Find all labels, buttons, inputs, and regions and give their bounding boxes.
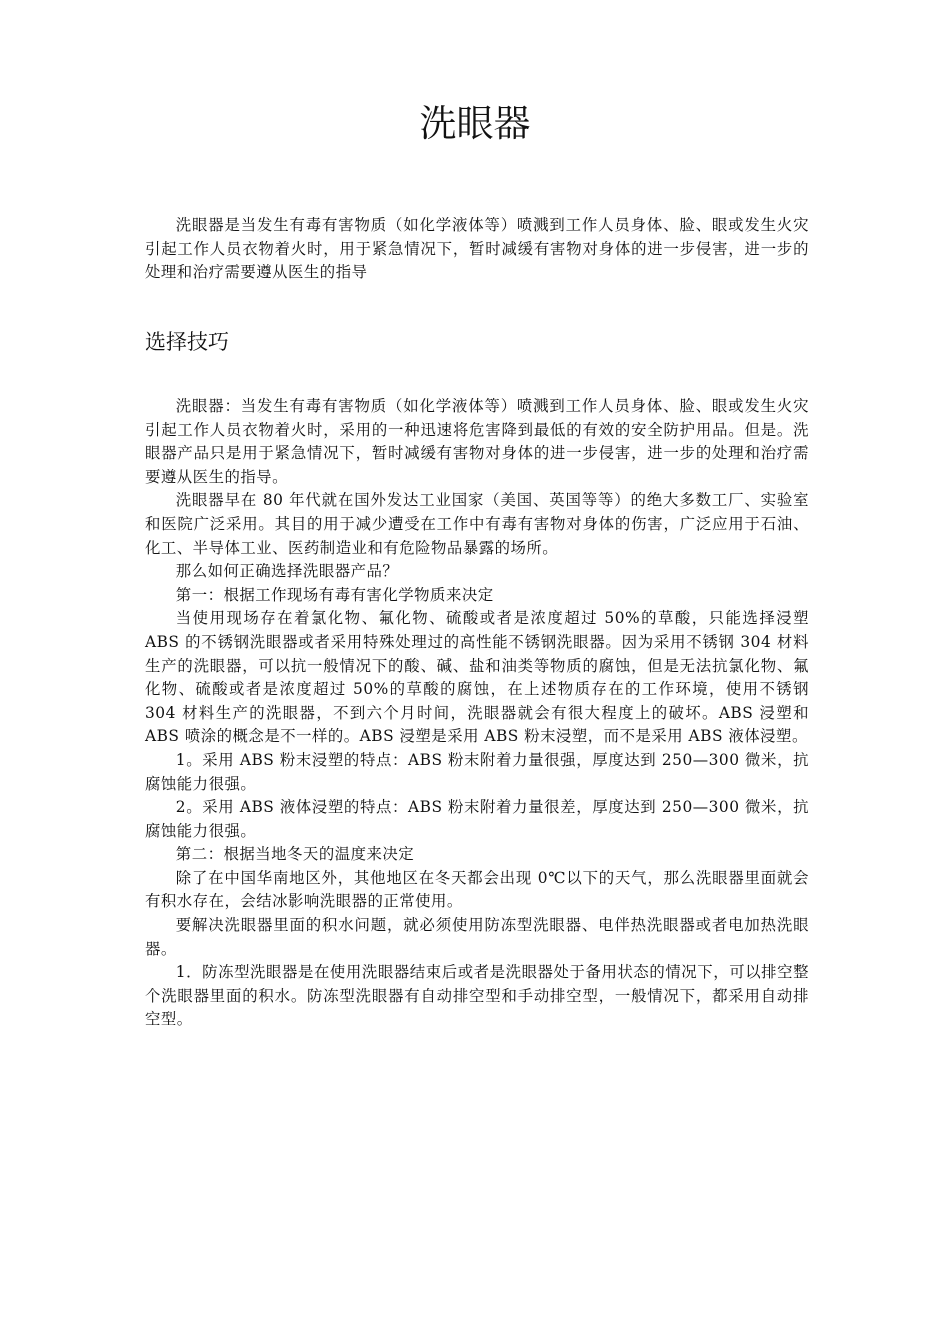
body-section: [145, 395, 809, 1032]
body-paragraph-history: 洗眼器早在 80 年代就在国外发达工业国家（美国、英国等等）的绝大多数工厂、实验室和医院广泛采用。其目的用于减少遭受在工作中有毒有害物对身体的伤害，广泛应用于石油、化工、半导体工业、医药制造业和有危险物品暴露的场所。: [145, 491, 809, 557]
body-paragraph-question: 那么如何正确选择洗眼器产品？: [175, 562, 399, 581]
intro-section: [145, 214, 809, 285]
body-paragraph-solution: 要解决洗眼器里面的积水问题，就必须使用防冻型洗眼器、电伴热洗眼器或者电加热洗眼器。: [145, 916, 809, 958]
body-paragraph-first-criterion: 第一：根据工作现场有毒有害化学物质来决定: [175, 585, 494, 604]
body-paragraph-winter-detail: 除了在中国华南地区外，其他地区在冬天都会出现 0℃以下的天气，那么洗眼器里面就会有积水存在，会结冰影响洗眼器的正常使用。: [145, 868, 809, 911]
body-paragraph-second-criterion: 第二：根据当地冬天的温度来决定: [175, 845, 415, 864]
section-heading: 选择技巧: [145, 330, 229, 354]
document-title: 洗眼器: [419, 102, 531, 145]
body-paragraph-chemical-detail: 当使用现场存在着氯化物、氟化物、硫酸或者是浓度超过 50%的草酸，只能选择浸塑 ABS 的不锈钢洗眼器或者采用特殊处理过的高性能不锈钢洗眼器。因为采用不锈钢 304 材料生产的洗眼器，可以抗一般情况下的酸、碱、盐和油类等物质的腐蚀，但是无法抗氯化物、氟化物、硫酸或者是浓度超过 50%的草酸的腐蚀，在上述物质存在的工作环境，使用不锈钢 304 材料生产的洗眼器，不到六个月时间，洗眼器就会有很大程度上的破坏。ABS 浸塑和 ABS 喷涂的概念是不一样的。ABS 浸塑是采用 ABS 粉末浸塑，而不是采用 ABS 液体浸塑。: [145, 609, 809, 746]
body-paragraph-liquid-coating: 2。采用 ABS 液体浸塑的特点：ABS 粉末附着力量很差，厚度达到 250—300 微米，抗腐蚀能力很强。: [145, 798, 809, 840]
intro-paragraph: 洗眼器是当发生有毒有害物质（如化学液体等）喷溅到工作人员身体、脸、眼或发生火灾引起工作人员衣物着火时，用于紧急情况下，暂时减缓有害物对身体的进一步侵害，进一步的处理和治疗需要遵从医生的指导: [145, 216, 809, 282]
body-paragraph-definition: 洗眼器：当发生有毒有害物质（如化学液体等）喷溅到工作人员身体、脸、眼或发生火灾引起工作人员衣物着火时，采用的一种迅速将危害降到最低的有效的安全防护用品。但是。洗眼器产品只是用于紧急情况下，暂时减缓有害物对身体的进一步侵害，进一步的处理和治疗需要遵从医生的指导。: [145, 397, 809, 486]
body-paragraph-powder-coating: 1。采用 ABS 粉末浸塑的特点：ABS 粉末附着力量很强，厚度达到 250—300 微米，抗腐蚀能力很强。: [145, 750, 809, 793]
body-paragraph-antifreeze: 1．防冻型洗眼器是在使用洗眼器结束后或者是洗眼器处于备用状态的情况下，可以排空整个洗眼器里面的积水。防冻型洗眼器有自动排空型和手动排空型，一般情况下，都采用自动排空型。: [145, 963, 809, 1029]
